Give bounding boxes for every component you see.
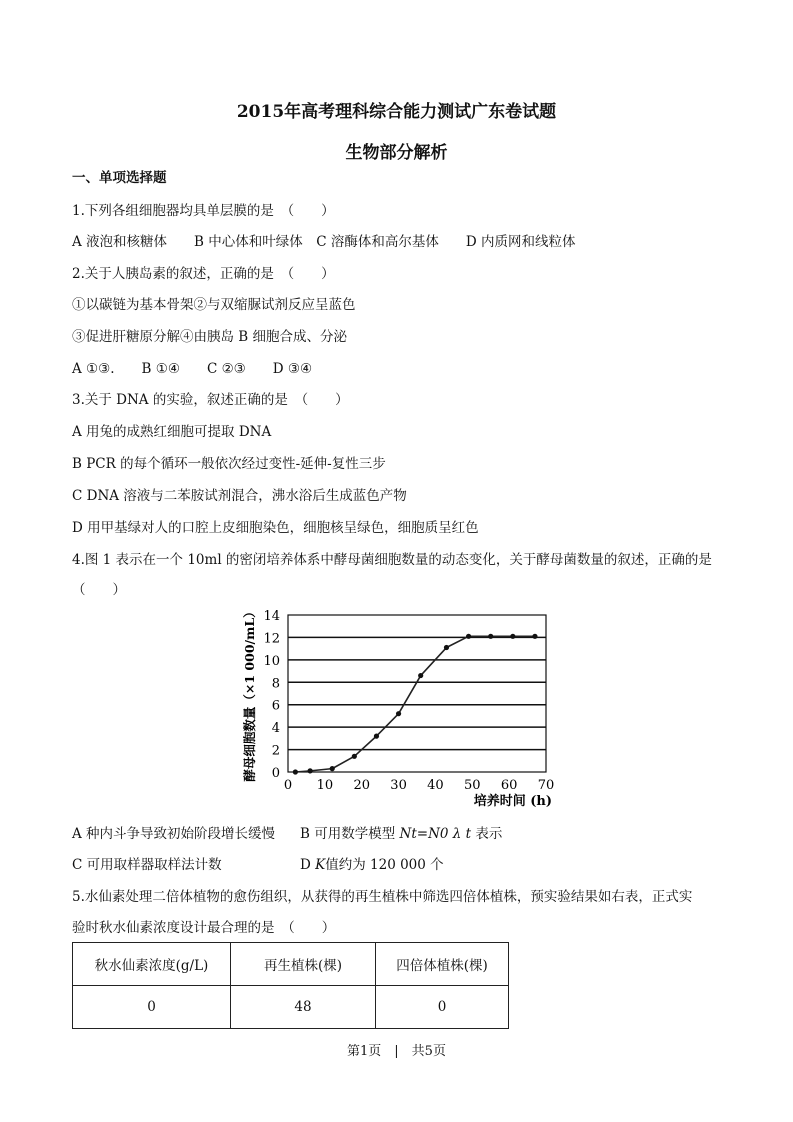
text-line: A ①③. B ①④ C ②③ D ③④: [72, 361, 313, 377]
table-row: [73, 986, 509, 1029]
data-point: [418, 673, 423, 678]
text-line: C DNA 溶液与二苯胺试剂混合，沸水浴后生成蓝色产物: [72, 488, 407, 504]
q4-option-d: [300, 853, 444, 873]
text-line: ③促进肝糖原分解④由胰岛 B 细胞合成、分泌: [72, 329, 348, 345]
q5-line-1: 5.水仙素处理二倍体植物的愈伤组织，从获得的再生植株中筛选四倍体植株，预实验结果如右表，正式实: [72, 889, 693, 905]
data-point: [374, 734, 379, 739]
q4-option-c: C 可用取样器取样法计数: [72, 857, 222, 873]
q4-option-b: [300, 822, 502, 842]
page-footer: 第1页 | 共5页: [347, 1044, 446, 1059]
text-line: 1.下列各组细胞器均具单层膜的是 （ ）: [72, 203, 335, 219]
y-tick-label: 4: [271, 721, 280, 737]
formula: Nt=N0 λ t: [399, 826, 472, 842]
y-tick-label: 8: [271, 676, 280, 692]
yeast-growth-chart: [236, 605, 576, 810]
x-tick-label: 20: [353, 778, 370, 793]
table-cell: 48: [231, 986, 376, 1029]
x-tick-label: 30: [390, 778, 407, 793]
y-axis-label: 酵母细胞数量（×1 000/mL）: [242, 605, 257, 782]
text-line: D 用甲基绿对人的口腔上皮细胞染色，细胞核呈绿色，细胞质呈红色: [72, 520, 479, 536]
text-line: 2.关于人胰岛素的叙述，正确的是 （ ）: [72, 266, 335, 282]
y-tick-label: 10: [263, 653, 280, 669]
page-title: 2015年高考理科综合能力测试广东卷试题: [236, 102, 557, 122]
data-point: [510, 634, 515, 639]
y-tick-label: 0: [271, 766, 280, 781]
y-tick-label: 14: [263, 609, 280, 624]
data-point: [466, 634, 471, 639]
text-line: 4.图 1 表示在一个 10ml 的密闭培养体系中酵母菌细胞数量的动态变化，关于酵母菌数量的叙述，正确的是: [72, 552, 712, 568]
data-point: [308, 768, 313, 773]
section-heading: 一、单项选择题: [72, 170, 167, 186]
x-tick-label: 60: [500, 778, 518, 793]
data-point: [352, 754, 357, 759]
x-tick-label: 70: [537, 778, 555, 793]
data-point: [330, 766, 335, 771]
text-line: B PCR 的每个循环一般依次经过变性-延伸-复性三步: [72, 456, 386, 472]
data-point: [488, 634, 493, 639]
x-tick-label: 50: [464, 778, 481, 793]
q4-option-a: A 种内斗争导致初始阶段增长缓慢: [72, 826, 276, 842]
data-point: [444, 645, 449, 650]
option-b-suffix: 表示: [471, 826, 503, 842]
table-header: 再生植株(棵): [231, 943, 376, 986]
option-d-prefix: D: [300, 857, 316, 873]
y-tick-label: 2: [271, 743, 280, 759]
data-point: [396, 711, 401, 716]
q5-line-2: 验时秋水仙素浓度设计最合理的是 （ ）: [72, 920, 336, 936]
text-line: ①以碳链为基本骨架②与双缩脲试剂反应呈蓝色: [72, 297, 356, 313]
y-tick-label: 12: [263, 631, 280, 647]
data-point: [532, 634, 537, 639]
table-header: 秋水仙素浓度(g/L): [73, 943, 231, 986]
x-tick-label: 10: [316, 778, 334, 793]
x-axis-label: 培养时间 (h): [473, 794, 552, 809]
table-header-row: [73, 943, 509, 986]
y-tick-label: 6: [271, 698, 280, 714]
colchicine-table: [72, 942, 509, 1029]
page-subtitle: 生物部分解析: [345, 143, 448, 163]
table-cell: 0: [73, 986, 231, 1029]
option-d-text: 值约为 120 000 个: [325, 857, 444, 873]
k-symbol: K: [315, 857, 326, 873]
plot-frame: [288, 615, 546, 772]
table-cell: 0: [376, 986, 509, 1029]
text-line: A 液泡和核糖体 B 中心体和叶绿体 C 溶酶体和高尔基体 D 内质网和线粒体: [72, 234, 576, 250]
x-tick-label: 40: [427, 778, 444, 793]
text-line: （ ）: [72, 582, 126, 598]
text-line: 3.关于 DNA 的实验，叙述正确的是 （ ）: [72, 392, 349, 408]
data-point: [293, 769, 298, 774]
text-line: A 用兔的成熟红细胞可提取 DNA: [72, 424, 272, 440]
x-tick-label: 0: [283, 778, 293, 793]
option-b-text: B 可用数学模型: [300, 826, 400, 842]
table-header: 四倍体植株(棵): [376, 943, 509, 986]
